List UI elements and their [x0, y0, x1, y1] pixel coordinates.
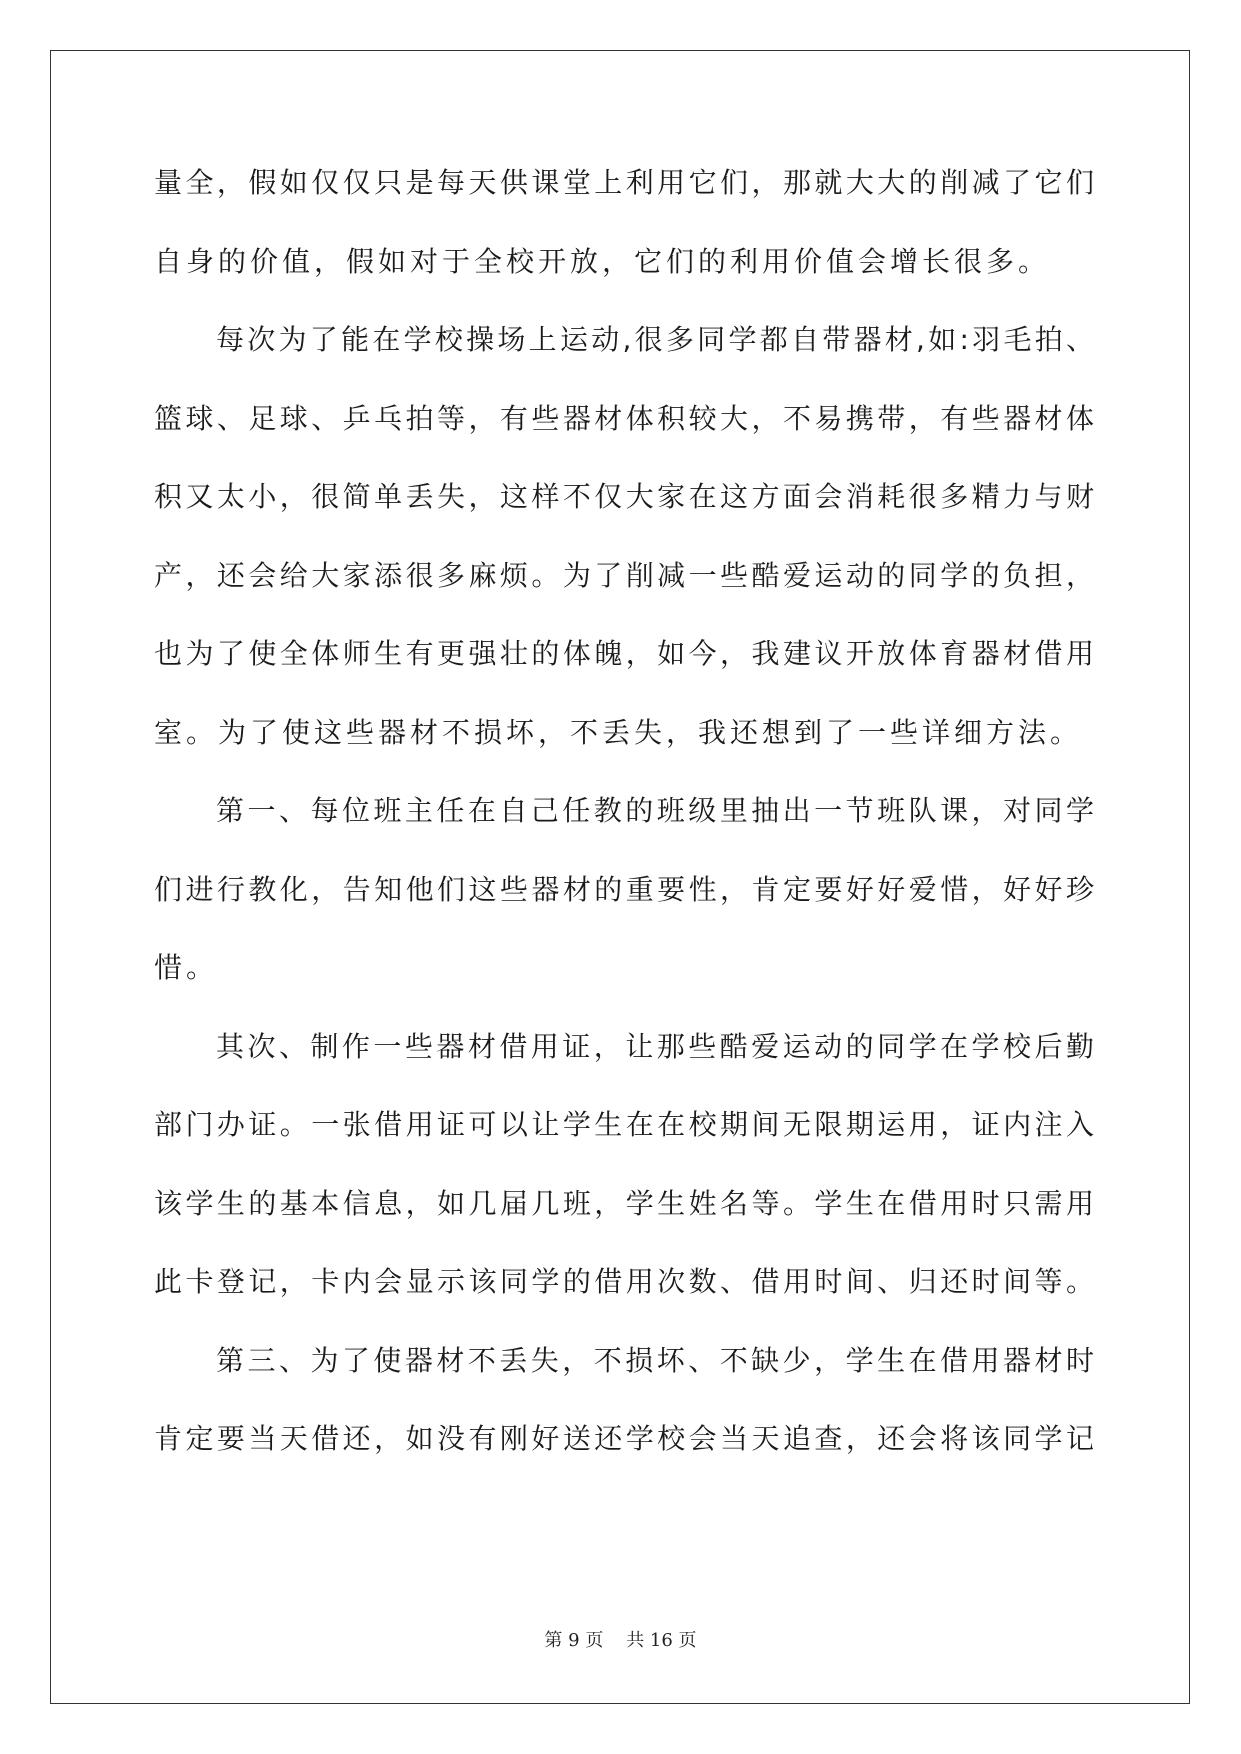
text-line: 室。为了使这些器材不损坏，不丢失，我还想到了一些详细方法。: [154, 715, 1083, 749]
text-line: 们进行教化，告知他们这些器材的重要性，肯定要好好爱惜，好好珍: [154, 872, 1094, 906]
text-line: 该学生的基本信息，如几届几班，学生姓名等。学生在借用时只需用: [154, 1186, 1094, 1220]
text-line: 自身的价值，假如对于全校开放，它们的利用价值会增长很多。: [154, 244, 1051, 278]
text-line: 也为了使全体师生有更强壮的体魄，如今，我建议开放体育器材借用: [154, 637, 1094, 670]
paragraph-first-line: 每次为了能在学校操场上运动,很多同学都自带器材,如:羽毛拍、: [216, 323, 1094, 356]
text-line: 部门办证。一张借用证可以让学生在在校期间无限期运用，证内注入: [154, 1108, 1094, 1141]
text-line: 篮球、足球、乒乓拍等，有些器材体积较大，不易携带，有些器材体: [154, 401, 1094, 435]
page-number-footer: 第 9 页 共 16 页: [544, 1630, 697, 1651]
text-line: 肯定要当天借还，如没有刚好送还学校会当天追查，还会将该同学记: [154, 1422, 1094, 1455]
paragraph-first-line: 第三、为了使器材不丢失，不损坏、不缺少，学生在借用器材时: [216, 1343, 1094, 1377]
paragraph-first-line: 第一、每位班主任在自己任教的班级里抽出一节班队课，对同学: [216, 794, 1094, 827]
paragraph-first-line: 其次、制作一些器材借用证，让那些酷爱运动的同学在学校后勤: [216, 1029, 1094, 1063]
text-line: 此卡登记，卡内会显示该同学的借用次数、借用时间、归还时间等。: [154, 1265, 1094, 1298]
text-line: 产，还会给大家添很多麻烦。为了削减一些酷爱运动的同学的负担，: [154, 558, 1094, 592]
text-line: 惜。: [154, 951, 219, 984]
text-line: 积又太小，很简单丢失，这样不仅大家在这方面会消耗很多精力与财: [154, 480, 1094, 513]
text-line: 量全，假如仅仅只是每天供课堂上利用它们，那就大大的削减了它们: [154, 166, 1094, 199]
document-body: [154, 163, 1094, 1498]
